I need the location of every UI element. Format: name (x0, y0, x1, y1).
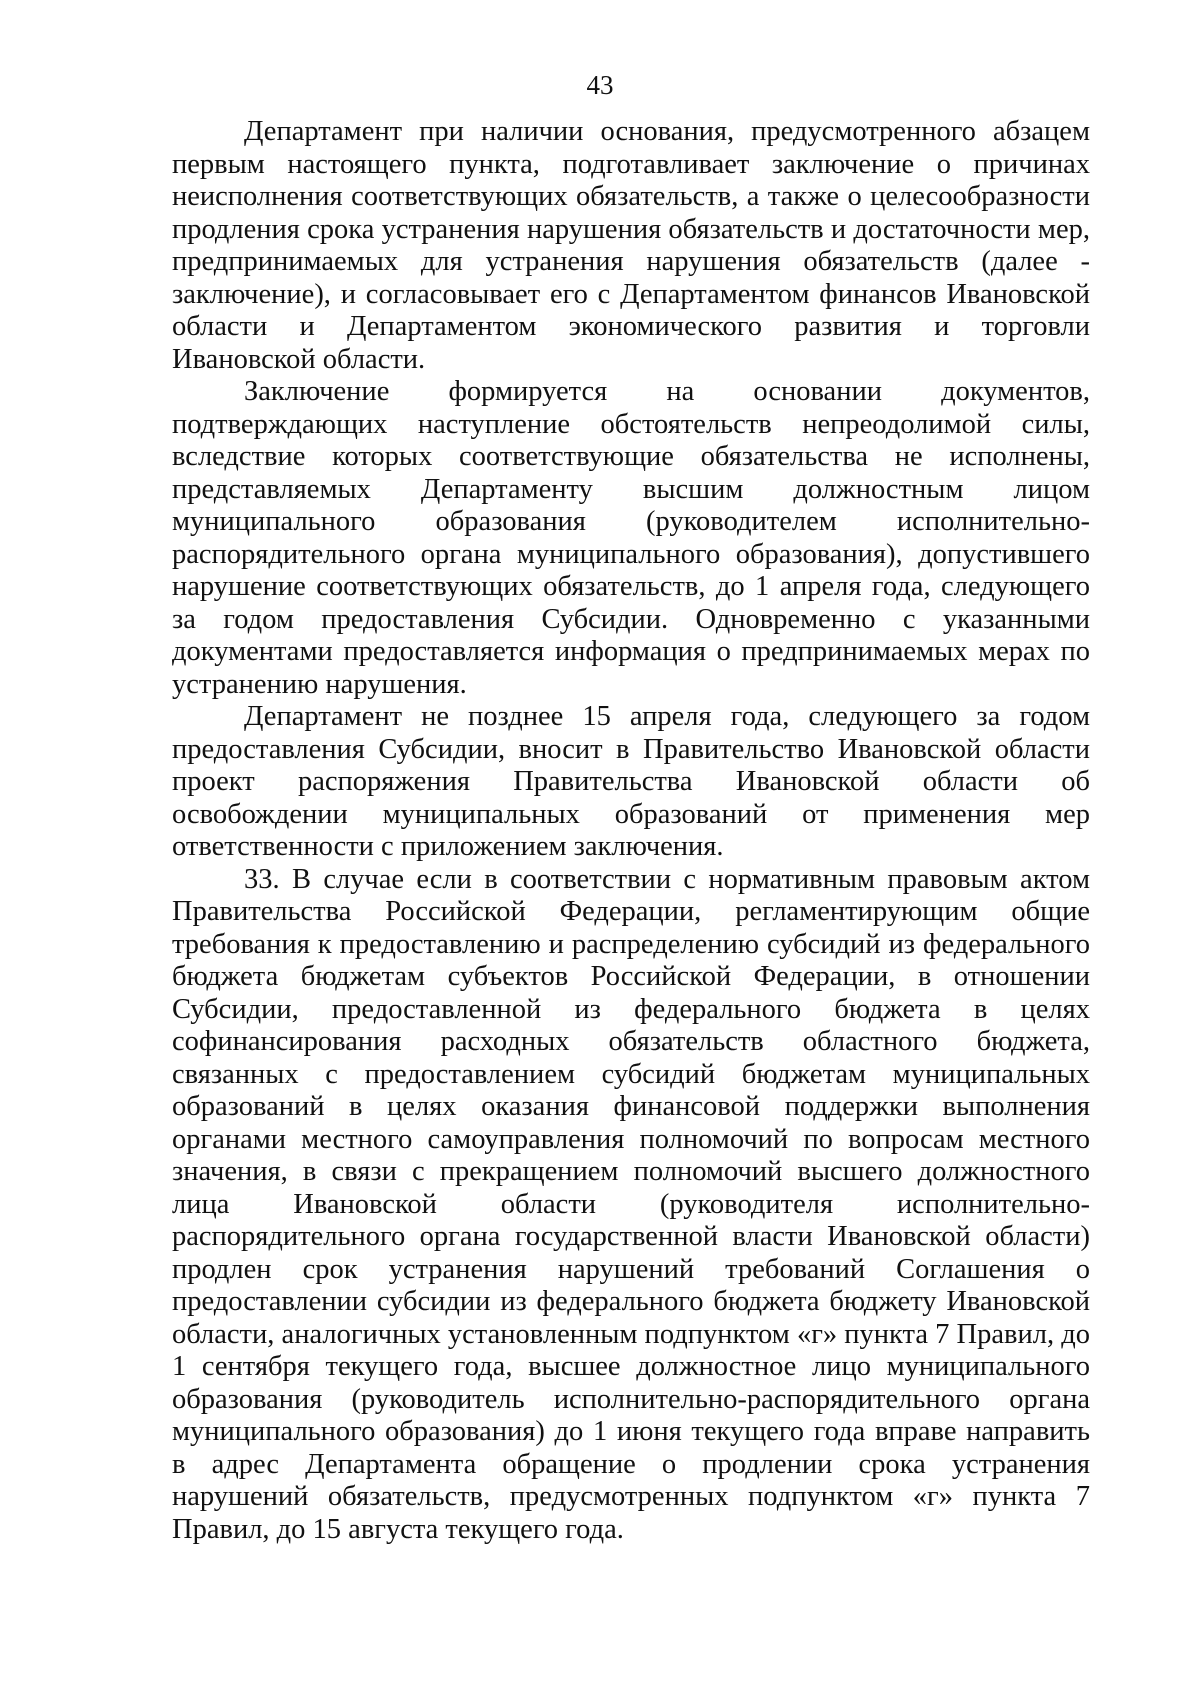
paragraph-conclusion-preparation: Департамент при наличии основания, предусмотренного абзацем первым настоящего пункта, подготавливает заключение о причинах неисполнения соответствующих обязательств, а также о целесообразности продления срока устранения нарушения обязательств и достаточности мер, предпринимаемых для устранения нарушения обязательств (далее - заключение), и согласовывает его с Департаментом финансов Ивановской области и Департаментом экономического развития и торговли Ивановской области. (172, 116, 1090, 375)
paragraph-release-from-liability: Департамент не позднее 15 апреля года, следующего за годом предоставления Субсидии, вносит в Правительство Ивановской области проект распоряжения Правительства Ивановской области об освобождении муниципальных образований от применения мер ответственности с приложением заключения. (172, 701, 1090, 862)
page-number: 43 (586, 70, 614, 100)
document-body (172, 116, 1090, 1546)
paragraph-item-33: 33. В случае если в соответствии с нормативным правовым актом Правительства Российской Федерации, регламентирующим общие требования к предоставлению и распределению субсидий из федерального бюджета бюджетам субъектов Российской Федерации, в отношении Субсидии, предоставленной из федерального бюджета в целях софинансирования расходных обязательств областного бюджета, связанных с предоставлением субсидий бюджетам муниципальных образований в целях оказания финансовой поддержки выполнения органами местного самоуправления полномочий по вопросам местного значения, в связи с прекращением полномочий высшего должностного лица Ивановской области (руководителя исполнительно-распорядительного органа государственной власти Ивановской области) продлен срок устранения нарушений требований Соглашения о предоставлении субсидии из федерального бюджета бюджету Ивановской области, аналогичных установленным подпунктом «г» пункта 7 Правил, до 1 сентября текущего года, высшее должностное лицо муниципального образования (руководитель исполнительно-распорядительного органа муниципального образования) до 1 июня текущего года вправе направить в адрес Департамента обращение о продлении срока устранения нарушений обязательств, предусмотренных подпунктом «г» пункта 7 Правил, до 15 августа текущего года. (172, 863, 1090, 1545)
paragraph-conclusion-basis: Заключение формируется на основании документов, подтверждающих наступление обстоятельств непреодолимой силы, вследствие которых соответствующие обязательства не исполнены, представляемых Департаменту высшим должностным лицом муниципального образования (руководителем исполнительно-распорядительного органа муниципального образования), допустившего нарушение соответствующих обязательств, до 1 апреля года, следующего за годом предоставления Субсидии. Одновременно с указанными документами предоставляется информация о предпринимаемых мерах по устранению нарушения. (172, 376, 1090, 700)
